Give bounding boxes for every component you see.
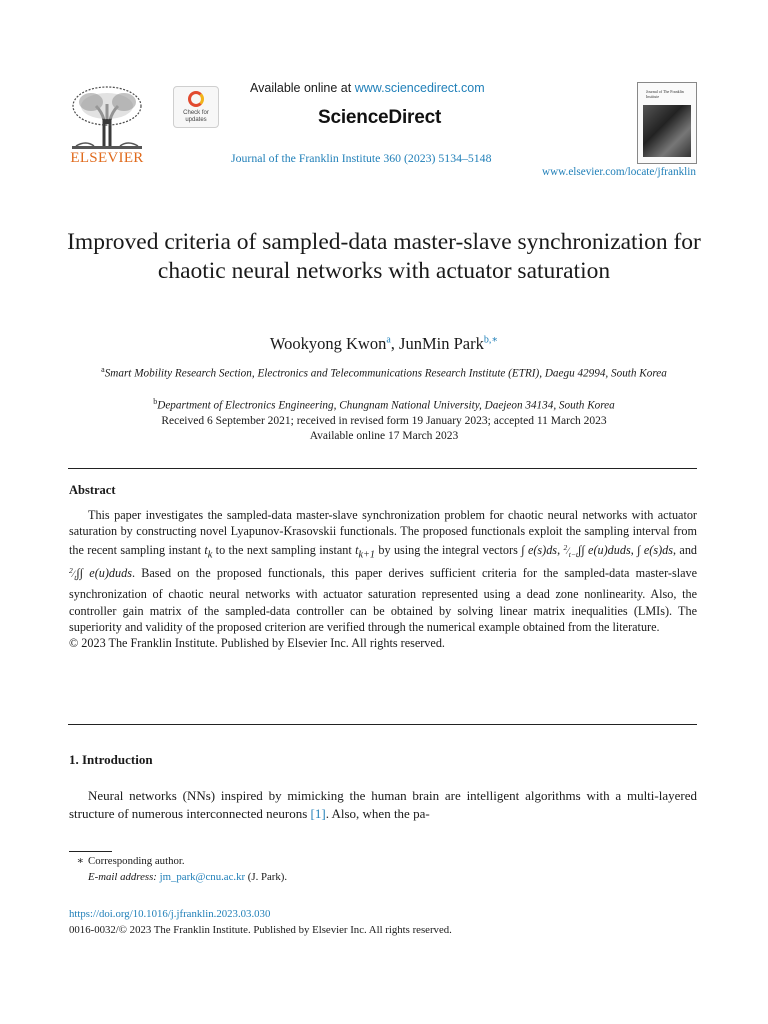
affiliation-a — [74, 362, 694, 382]
email-link[interactable]: jm_park@cnu.ac.kr — [159, 871, 246, 883]
integral-vector-4: ∫∫ e(u)duds — [76, 566, 132, 581]
footnote-rule — [69, 851, 112, 852]
article-title: Improved criteria of sampled-data master-slave synchronization for chaotic neural networks with actuator saturation — [67, 229, 701, 284]
integral-vector-3: ∫ e(s)ds — [637, 542, 673, 557]
affiliation-text: Department of Electronics Engineering, Chungnam National University, Daejeon 34134, South Korea — [157, 399, 615, 412]
author-name: JunMin Park — [399, 334, 484, 353]
abstract-body — [69, 507, 697, 652]
intro-paragraph: Neural networks (NNs) inspired by mimicking the human brain are intelligent algorithms with a multi-layered structure of numerous interconnected neurons [1]. Also, when the pa- — [69, 788, 697, 821]
email-owner: (J. Park). — [247, 871, 288, 883]
sciencedirect-brand: ScienceDirect — [318, 107, 442, 128]
journal-cover-thumbnail — [637, 82, 697, 164]
section-heading: 1. Introduction — [69, 752, 153, 767]
integral-vector-2: ∫∫ e(u)duds — [578, 542, 631, 557]
check-for-updates-icon[interactable] — [173, 86, 219, 128]
affiliation-text: Smart Mobility Research Section, Electronics and Telecommunications Research Institute (ETRI), Daegu 42994, South Korea — [104, 367, 667, 380]
cover-image — [643, 105, 691, 157]
check-updates-label: Check for updates — [183, 110, 209, 123]
corresponding-label: Corresponding author. — [88, 855, 185, 867]
affiliation-b — [74, 394, 694, 414]
author-list: Wookyong Kwon$^a$, JunMin Park$^{b,∗}$ — [269, 334, 499, 353]
reference-link[interactable]: [1] — [310, 806, 326, 821]
update-ring-icon — [188, 91, 204, 107]
doi-link[interactable]: https://doi.org/10.1016/j.jfranklin.2023.03.030 — [69, 908, 271, 920]
abstract-heading: Abstract — [69, 483, 116, 497]
intro-body — [69, 787, 697, 823]
article-history — [64, 414, 704, 444]
affiliation-mark: b — [153, 397, 158, 406]
abstract-paragraph: This paper investigates the sampled-data master-slave synchronization problem for chaotic neural networks with actuator saturation by constructing novel Lyapunov-Krasovskii functionals. The proposed functionals exploit the sampling interval from the recent sampling instant $t_k$ to the next sampling instant $t_{k+1}$ by using the integral vectors ∫ e(s)ds, $^2⁄_{t-t}\int\int$ e(u)duds, ∫ e(s)ds, and $^2⁄_t\int\int$ e(u)duds. Based on the proposed functionals, this paper derives sufficient criteria for the sampled-data master-slave synchronization of chaotic neural networks with actuator saturation represented using a dead zone nonlinearity. Also, the controller gain matrix of the sampled-data controller can be obtained by solving linear matrix inequalities (LMIs). The superiority and validity of the proposed criterion are verified through the numerical example obtained from the literature. — [69, 508, 698, 635]
fraction-2-over-t: $^2⁄_{t-t}$ — [563, 542, 578, 559]
footnote-mark: ∗ — [76, 855, 84, 867]
available-online-date: Available online 17 March 2023 — [309, 430, 459, 442]
corresponding-footnote — [69, 854, 669, 869]
available-prefix: Available online at — [250, 81, 355, 95]
email-label: E-mail address: — [88, 871, 157, 883]
email-footnote — [69, 870, 688, 885]
affiliation-mark: a — [101, 365, 105, 374]
fraction-2-over-tk1: $^2⁄_t$ — [69, 566, 77, 583]
author-affil-mark[interactable]: a — [386, 334, 391, 346]
journal-citation[interactable]: Journal of the Franklin Institute 360 (2023) 5134–5148 — [231, 151, 492, 165]
abstract-copyright: © 2023 The Franklin Institute. Published by Elsevier Inc. All rights reserved. — [69, 636, 445, 651]
cover-title: Journal of The Franklin Institute — [646, 89, 684, 99]
journal-homepage-link[interactable]: www.elsevier.com/locate/jfranklin — [542, 166, 696, 178]
integral-vector-1: ∫ e(s)ds — [521, 542, 558, 557]
received-dates: Received 6 September 2021; received in revised form 19 January 2023; accepted 11 March 2023 — [161, 415, 607, 427]
publisher-name: ELSEVIER — [70, 150, 144, 166]
sciencedirect-link[interactable]: www.sciencedirect.com — [354, 81, 485, 95]
abstract-bottom-rule — [68, 724, 697, 725]
available-online-line — [250, 81, 485, 95]
abstract-top-rule — [68, 468, 697, 469]
author-name: Wookyong Kwon — [269, 334, 387, 353]
issn-copyright: 0016-0032/© 2023 The Franklin Institute. Published by Elsevier Inc. All rights reserved. — [69, 924, 452, 936]
author-affil-mark[interactable]: b,∗ — [483, 334, 499, 346]
